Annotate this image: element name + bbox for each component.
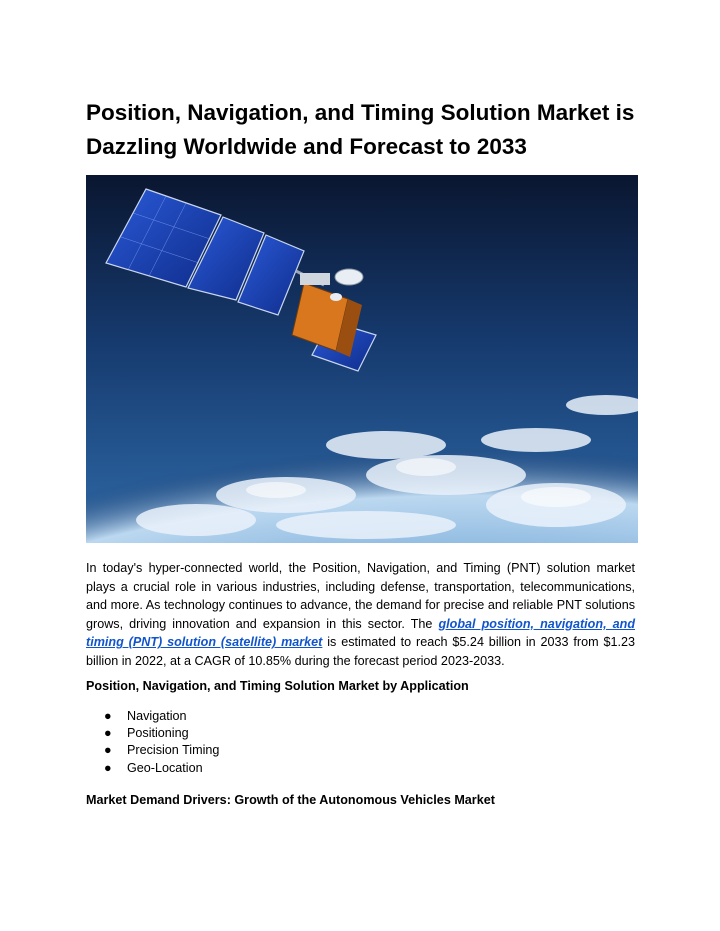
list-item (86, 708, 219, 725)
bullet-icon: ● (104, 743, 112, 758)
list-item-label: Geo-Location (127, 760, 203, 775)
page-title: Position, Navigation, and Timing Solution Market is Dazzling Worldwide and Forecast to 2033 (86, 100, 635, 159)
market-report-link[interactable]: global position, navigation, and timing (PNT) solution (satellite) market (86, 616, 636, 650)
list-item (86, 725, 219, 742)
bullet-icon: ● (104, 760, 112, 775)
intro-paragraph (86, 559, 635, 671)
list-item (86, 742, 219, 759)
bullet-icon: ● (104, 726, 112, 741)
satellite-hero-image (86, 175, 638, 543)
intro-text-continued: is estimated to reach $5.24 billion in 2033 from $1.23 billion in 2022, at a CAGR of 10.85% during the forecast period 2023-2033. (86, 635, 636, 668)
list-item-label: Positioning (127, 726, 189, 741)
list-item-label: Precision Timing (127, 743, 220, 758)
list-item-label: Navigation (127, 709, 187, 723)
application-heading: Position, Navigation, and Timing Solution Market by Application (86, 679, 469, 693)
drivers-heading: Market Demand Drivers: Growth of the Autonomous Vehicles Market (86, 793, 495, 807)
application-list (86, 708, 219, 777)
intro-text: In today's hyper-connected world, the Position, Navigation, and Timing (PNT) solution market plays a crucial role in various industries, including defense, transportation, telecommunications, and more. As technology continues to advance, the demand for precise and reliable PNT solutions grows, driving innovation and expansion in this sector. The (86, 561, 635, 631)
list-item (86, 760, 219, 777)
bullet-icon: ● (104, 709, 112, 723)
